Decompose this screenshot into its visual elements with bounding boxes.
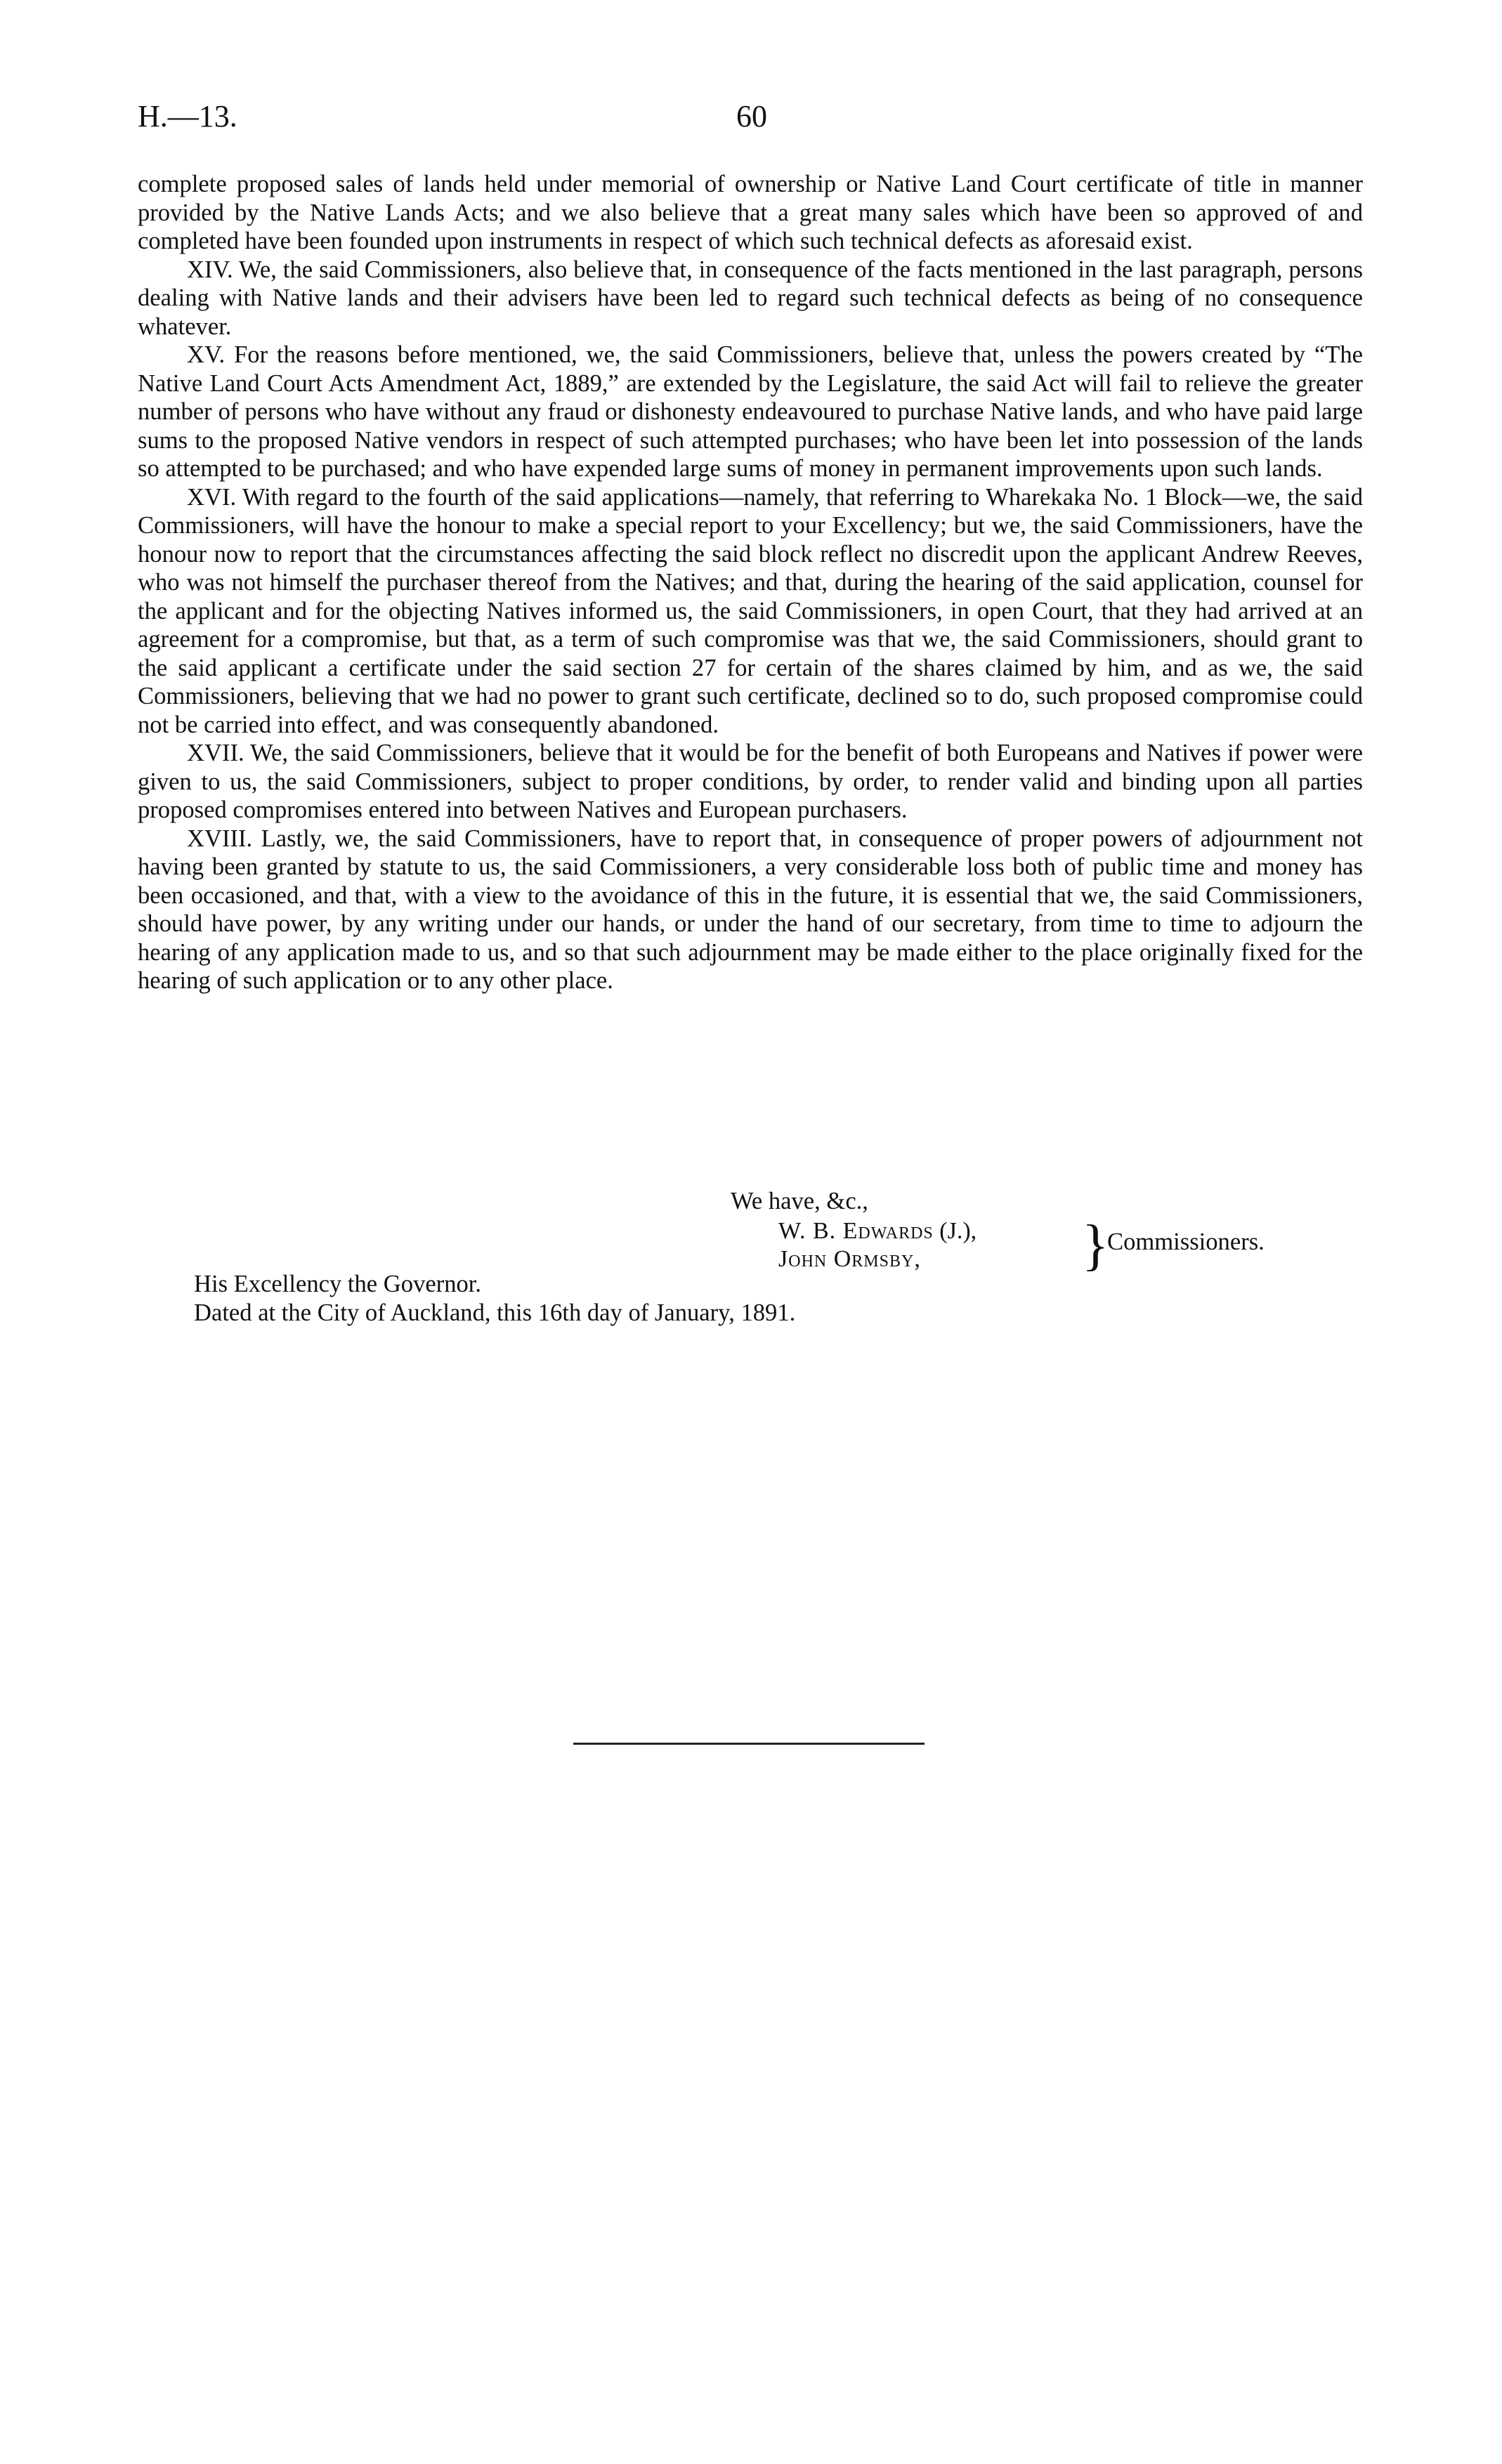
signatory-block — [778, 1217, 977, 1273]
signoff: We have, &c., — [731, 1188, 868, 1214]
closing-block — [194, 1270, 795, 1327]
signatory — [778, 1217, 977, 1245]
date-line: Dated at the City of Auckland, this 16th day of January, 1891. — [194, 1299, 796, 1326]
page-header — [138, 98, 1363, 140]
paragraph: XV. For the reasons before mentioned, we, the said Commissioners, believe that, unless the powers created by “The Native Land Court Acts Amendment Act, 1889,” are extended by the Legislature, the said Act will fail to relieve the greater number of persons who have without any fraud or dishonesty endeavoured to purchase Native lands, and who have paid large sums to the proposed Native vendors in respect of such attempted purchases; who have been let into possession of the lands so attempted to be purchased; and who have expended large sums of money in permanent improvements upon such lands. — [138, 341, 1363, 482]
brace-icon: } — [1082, 1214, 1109, 1276]
paragraph: XVII. We, the said Commissioners, believe that it would be for the benefit of both Europeans and Natives if power were given to us, the said Commissioners, subject to proper conditions, by order, to render valid and binding upon all parties proposed compromises entered into between Natives and European purchasers. — [138, 740, 1363, 823]
page-number: 60 — [736, 99, 767, 133]
addressee: His Excellency the Governor. — [194, 1271, 482, 1297]
signatory-suffix: , — [914, 1246, 920, 1272]
signatory-name: John Ormsby — [778, 1246, 915, 1272]
signatory-name: W. B. Edwards — [778, 1218, 934, 1244]
signatory — [778, 1245, 977, 1273]
section-divider — [573, 1743, 925, 1745]
paragraph: XIV. We, the said Commissioners, also believe that, in consequence of the facts mentioned in the last paragraph, persons dealing with Native lands and their advisers have been led to regard such technical defects as being of no consequence whatever. — [138, 256, 1363, 340]
paragraph: XVIII. Lastly, we, the said Commissioners, have to report that, in consequence of proper powers of adjournment not having been granted by statute to us, the said Commissioners, a very considerable loss both of public time and money has been occasioned, and that, with a view to the avoidance of this in the future, it is essential that we, the said Commissioners, should have power, by any writing under our hands, or under the hand of our secretary, from time to time to adjourn the hearing of any application made to us, and so that such adjournment may be made either to the place originally fixed for the hearing of such application or to any other place. — [138, 825, 1363, 994]
signatory-suffix: (J.), — [933, 1218, 977, 1244]
paragraph: complete proposed sales of lands held under memorial of ownership or Native Land Court certificate of title in manner provided by the Native Lands Acts; and we also believe that a great many sales which have been so approved of and completed have been founded upon instruments in respect of which such technical defects as aforesaid exist. — [138, 171, 1363, 254]
report-body — [138, 170, 1363, 995]
signatory-role: Commissioners. — [1107, 1228, 1265, 1255]
paragraph: XVI. With regard to the fourth of the said applications—namely, that referring to Wharekaka No. 1 Block—we, the said Commissioners, will have the honour to make a special report to your Excellency; but we, the said Commissioners, have the honour now to report that the circumstances affecting the said block reflect no discredit upon the applicant Andrew Reeves, who was not himself the purchaser thereof from the Natives; and that, during the hearing of the said application, counsel for the applicant and for the objecting Natives informed us, the said Commissioners, in open Court, that they had arrived at an agreement for a compromise, but that, as a term of such compromise was that we, the said Commissioners, should grant to the said applicant a certificate under the said section 27 for certain of the shares claimed by him, and as we, the said Commissioners, believing that we had no power to grant such certificate, declined so to do, such proposed compromise could not be carried into effect, and was consequently abandoned. — [138, 483, 1363, 738]
document-reference: H.—13. — [138, 99, 237, 133]
